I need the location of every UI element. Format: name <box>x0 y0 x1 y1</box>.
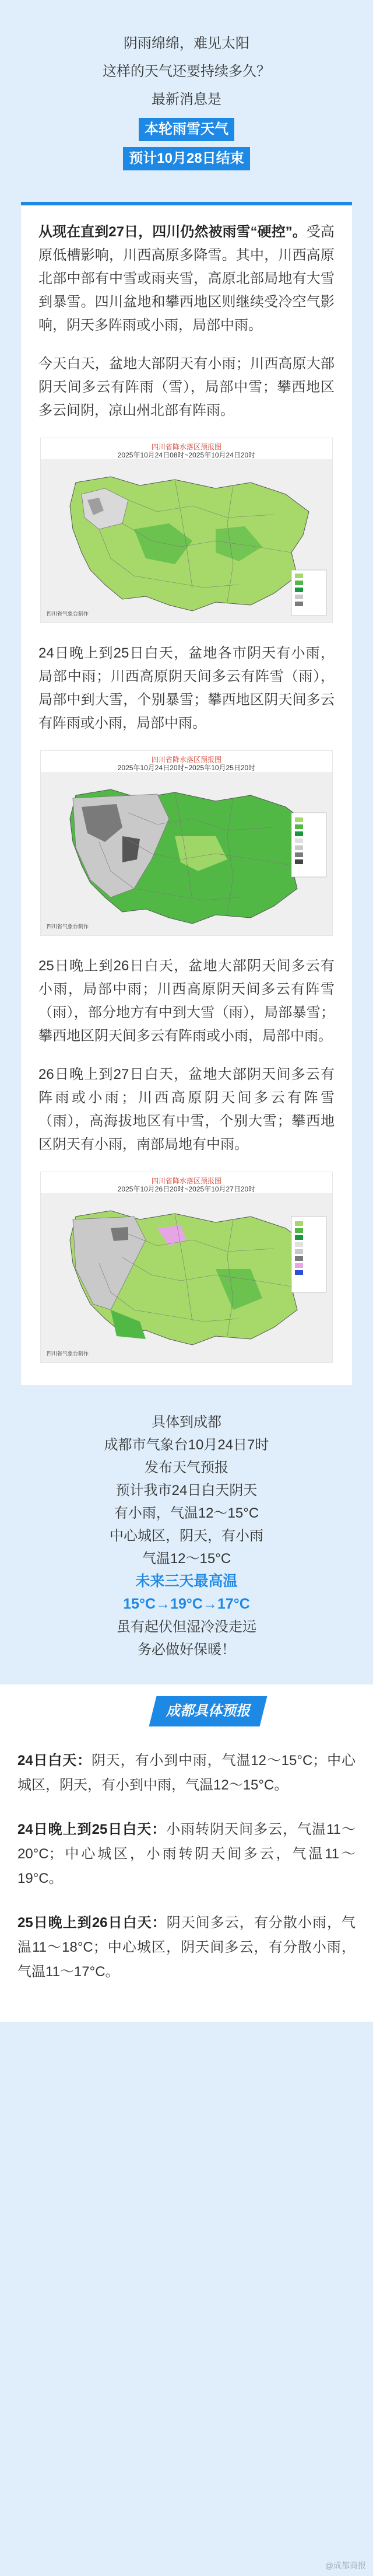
precip-map-2 <box>40 750 333 936</box>
watermark: @成都商报 <box>325 2561 366 2570</box>
map-1-image <box>41 459 332 623</box>
summary-line-5: 有小雨，气温12～15°C <box>114 1505 259 1521</box>
detail-day-2-label: 24日晚上到25日白天： <box>17 1822 167 1837</box>
detail-day-2 <box>17 1817 356 1891</box>
paragraph-25-26: 25日晚上到26日白天，盆地大部阴天间多云有小雨，局部中雨；川西高原阴天间多云有阵雪（雨），部分地方有中到大雪（雨），局部暴雪；攀西地区阴天间多云有阵雨或小雨，局部中雨。 <box>38 958 335 1044</box>
detail-day-1 <box>17 1749 356 1798</box>
summary-highlight-title: 未来三天最高温 <box>135 1573 238 1589</box>
detail-day-3-label: 25日晚上到26日白天： <box>17 1915 167 1931</box>
detail-day-1-label: 24日白天： <box>17 1753 92 1768</box>
map-3-subtitle: 2025年10月26日20时~2025年10月27日20时 <box>117 1185 256 1193</box>
map-1-footer: 四川省气象台制作 <box>47 611 89 617</box>
map-2-title-text: 四川省降水落区预报图 <box>151 756 221 764</box>
detail-day-3-text: 阴天间多云，有分散小雨，气温11～18°C；中心城区，阴天间多云，有分散小雨，气温11～17°C。 <box>17 1915 356 1980</box>
map-1-title <box>41 443 332 459</box>
summary-line-8: 虽有起伏但湿冷没走远 <box>117 1619 256 1635</box>
chengdu-detail <box>0 1684 373 2022</box>
precip-map-3 <box>40 1172 333 1363</box>
paragraph-24-25: 24日晚上到25日白天，盆地各市阴天有小雨，局部中雨；川西高原阴天间多云有阵雪（雨），局部中到大雪，个别暴雪；攀西地区阴天间多云有阵雨或小雨，局部中雨。 <box>38 645 335 731</box>
map-1-title-text: 四川省降水落区预报图 <box>151 443 221 451</box>
overview-highlight: 从现在直到27日，四川仍然被雨雪“硬控”。 <box>38 224 307 240</box>
detail-body <box>17 1749 356 1984</box>
intro-section <box>0 0 373 176</box>
map-3-title <box>41 1177 332 1193</box>
intro-line-3: 最新消息是 <box>152 92 221 107</box>
intro-line-1: 阴雨绵绵，难见太阳 <box>124 36 249 51</box>
intro-line-2: 这样的天气还要持续多久？ <box>103 64 270 79</box>
map-1-subtitle: 2025年10月24日08时~2025年10月24日20时 <box>117 451 256 459</box>
precip-map-1 <box>40 438 333 623</box>
summary-line-1: 具体到成都 <box>152 1414 221 1430</box>
chengdu-summary <box>0 1411 373 1661</box>
map-2-subtitle: 2025年10月24日20时~2025年10月25日20时 <box>117 764 256 772</box>
overview-text: 受高原低槽影响，川西高原多降雪。其中，川西高原北部中部有中雪或雨夹雪，高原北部局地有大雪到暴雪。四川盆地和攀西地区则继续受冷空气影响，阴天多阵雨或小雨，局部中雨。 <box>38 224 335 333</box>
summary-line-4: 预计我市24日白天阴天 <box>115 1483 258 1498</box>
map-3-image <box>41 1193 332 1362</box>
map-2-image <box>41 772 332 935</box>
summary-line-6: 中心城区，阴天，有小雨 <box>110 1528 263 1544</box>
map-2-title <box>41 756 332 772</box>
summary-line-7: 气温12～15°C <box>142 1551 231 1567</box>
intro-tag-2: 预计10月28日结束 <box>123 147 249 170</box>
summary-line-9: 务必做好保暖！ <box>138 1642 235 1658</box>
summary-highlight-temps: 15°C→19°C→17°C <box>123 1596 250 1612</box>
detail-day-2-text: 小雨转阴天间多云，气温11～20°C；中心城区，小雨转阴天间多云，气温11～19°C。 <box>17 1822 356 1886</box>
detail-header <box>149 1696 268 1726</box>
forecast-card <box>21 202 352 1385</box>
detail-day-3 <box>17 1911 356 1984</box>
map-2-footer: 四川省气象台制作 <box>47 924 89 929</box>
summary-line-2: 成都市气象台10月24日7时 <box>104 1437 269 1453</box>
map-3-title-text: 四川省降水落区预报图 <box>151 1177 221 1185</box>
summary-line-3: 发布天气预报 <box>145 1460 228 1476</box>
map-3-footer: 四川省气象台制作 <box>47 1351 89 1357</box>
paragraph-overview <box>38 221 335 337</box>
paragraph-today: 今天白天，盆地大部阴天有小雨；川西高原大部阴天间多云有阵雨（雪），局部中雪；攀西地区多云间阴，凉山州北部有阵雨。 <box>38 356 335 418</box>
detail-day-1-text: 阴天，有小到中雨，气温12～15°C；中心城区，阴天，有小到中雨，气温12～15°C。 <box>17 1753 356 1793</box>
intro-tag-1: 本轮雨雪天气 <box>139 118 234 141</box>
detail-header-text: 成都具体预报 <box>166 1703 250 1719</box>
paragraph-26-27: 26日晚上到27日白天，盆地大部阴天间多云有阵雨或小雨；川西高原阴天间多云有阵雪（雨），高海拔地区有中雪，个别大雪；攀西地区阴天有小雨，南部局地有中雨。 <box>38 1067 335 1152</box>
